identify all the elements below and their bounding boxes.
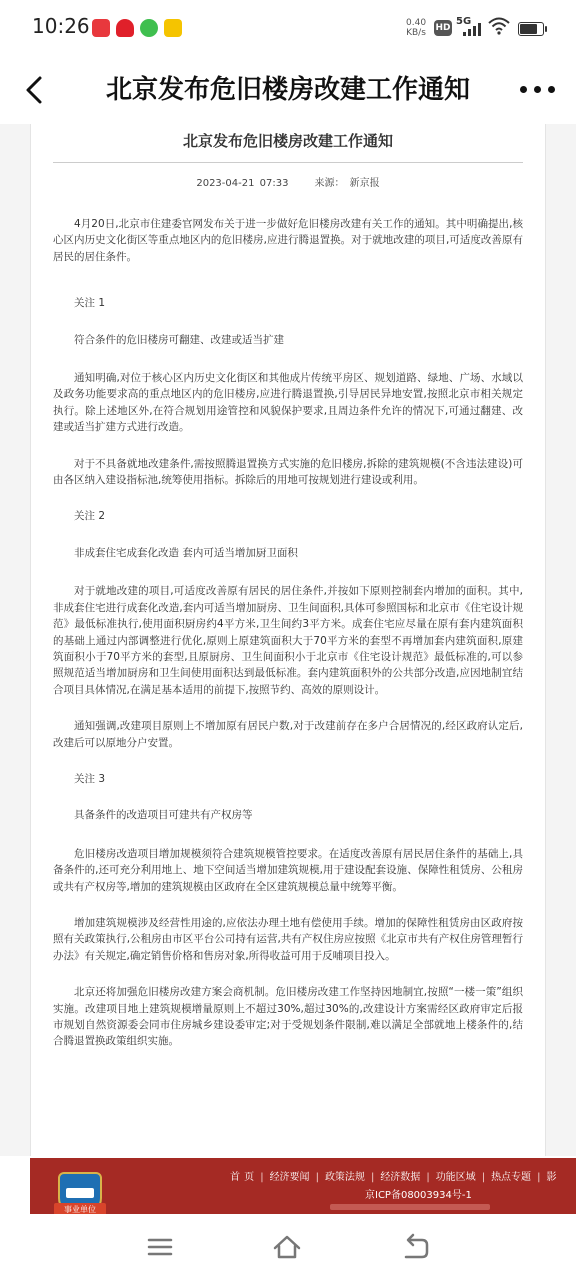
back-icon[interactable] bbox=[400, 1232, 430, 1262]
app-notification-icon-2 bbox=[116, 19, 134, 37]
article-page bbox=[0, 124, 576, 1156]
home-icon[interactable] bbox=[272, 1232, 302, 1262]
footer-link-functional-areas[interactable]: 功能区域 bbox=[435, 1172, 476, 1183]
app-notification-icon-1 bbox=[92, 19, 110, 37]
paragraph: 北京还将加强危旧楼房改建方案会商机制。危旧楼房改建工作坚持因地制宜,按照“一楼一策”组织实施。改建项目地上建筑规模增量原则上不超过30%,超过30%的,改建设计方案需经区政府审定后报市规划自然资源委会同市住房城乡建设委审定;对于受规划条件限制,难以满足全部就地上楼条件的,结合腾退置换政策组织实施。 bbox=[53, 986, 523, 1048]
paragraph: 通知明确,对位于核心区内历史文化街区和其他成片传统平房区、规划道路、绿地、广场、水域以及政务功能要求高的重点地区内的危旧楼房,应进行腾退置换,引导居民异地安置,按照北京市相关规定执行。除上述地区外,在符合规划用途管控和风貌保护要求,且周边条件允许的情况下,可通过翻建、改建或适当扩建方式进行改造。 bbox=[53, 372, 523, 434]
emblem-label: 事业单位 bbox=[54, 1203, 106, 1214]
5g-label: 5G bbox=[456, 16, 472, 27]
title-divider bbox=[53, 162, 523, 163]
public-institution-emblem-icon[interactable] bbox=[58, 1172, 102, 1214]
network-speed-unit: KB/s bbox=[406, 28, 426, 38]
section-subheading: 符合条件的危旧楼房可翻建、改建或适当扩建 bbox=[74, 333, 284, 346]
icp-license[interactable]: 京ICP备08003934号-1 bbox=[365, 1190, 472, 1201]
footer-nav: 首 页 | 经济要闻 | 政策法规 | 经济数据 | 功能区域 | 热点专题 | 影 bbox=[230, 1172, 557, 1183]
back-arrow-icon[interactable] bbox=[16, 70, 56, 110]
status-bar bbox=[0, 0, 576, 56]
footer-link-home[interactable]: 首 页 bbox=[230, 1172, 255, 1183]
article-meta bbox=[31, 174, 545, 189]
paragraph: 对于不具备就地改建条件,需按照腾退置换方式实施的危旧楼房,拆除的建筑规模(不含违法建设)可由各区纳入建设指标池,统筹使用指标。拆除后的用地可按规划进行建设或利用。 bbox=[53, 457, 523, 487]
paragraph: 危旧楼房改造项目增加规模须符合建筑规模管控要求。在适度改善原有居民居住条件的基础上,具备条件的,还可充分利用地上、地下空间适当增加建筑规模,用于建设配套设施、保障性租赁房、公租房或共有产权房等,增加的建筑规模由区政府在全区建筑规模总量中统筹平衡。 bbox=[53, 847, 523, 893]
battery-icon bbox=[518, 22, 544, 36]
paragraph: 对于就地改建的项目,可适度改善原有居民的居住条件,并按如下原则控制套内增加的面积。其中,非成套住宅进行成套化改造,套内可适当增加厨房、卫生间面积,具体可参照国标和北京市《住宅设计规范》最低标准执行,使用面积厨房约4平方米,卫生间约3平方米。成套住宅应尽量在原有套内建筑面积的基础上通过内部调整进行优化,原则上原建筑面积大于70平方米的套型不再增加套内建筑面积,原建筑面积小于70平方米的套型,且原厨房、卫生间面积小于北京市《住宅设计规范》最低标准的,可以参照规范适当增加厨房和卫生间使用面积达到最低标准。套内建筑面积外的公共部分改造,应因地制宜结合项目具体情况,在满足基本适用的前提下,按照节约、高效的原则设计。 bbox=[53, 585, 523, 696]
app-notification-icon-4 bbox=[164, 19, 182, 37]
app-notification-icon-3 bbox=[140, 19, 158, 37]
cell-signal-icon bbox=[461, 20, 483, 36]
app-header bbox=[0, 56, 576, 125]
footer-link-truncated[interactable]: 影 bbox=[546, 1172, 557, 1183]
footer-link-hot-topics[interactable]: 热点专题 bbox=[491, 1172, 532, 1183]
footer-link-economic-news[interactable]: 经济要闻 bbox=[269, 1172, 310, 1183]
clock: 10:26 bbox=[32, 14, 90, 38]
section-subheading: 非成套住宅成套化改造 套内可适当增加厨卫面积 bbox=[74, 546, 298, 559]
menu-icon[interactable] bbox=[145, 1232, 175, 1262]
footer-link-economic-data[interactable]: 经济数据 bbox=[380, 1172, 421, 1183]
more-options-icon[interactable] bbox=[518, 80, 558, 100]
system-navigation-bar bbox=[0, 1214, 576, 1280]
network-speed-value: 0.40 bbox=[406, 18, 427, 28]
site-footer bbox=[30, 1158, 576, 1214]
section-heading: 关注 3 bbox=[74, 772, 106, 785]
hd-icon: HD bbox=[434, 20, 452, 36]
paragraph: 增加建筑规模涉及经营性用途的,应依法办理土地有偿使用手续。增加的保障性租赁房由区政府按照有关政策执行,公租房由市区平台公司持有运营,共有产权住房应按照《北京市共有产权住房管理暂行办法》有关规定,确定销售价格和售房对象,所得收益可用于反哺项目投入。 bbox=[53, 916, 523, 962]
network-speed bbox=[406, 18, 426, 38]
section-heading: 关注 2 bbox=[74, 510, 106, 523]
section-subheading: 具备条件的改造项目可建共有产权房等 bbox=[74, 809, 253, 822]
section-heading: 关注 1 bbox=[74, 297, 106, 310]
page-title: 北京发布危旧楼房改建工作通知 bbox=[105, 75, 470, 105]
article-card bbox=[30, 124, 546, 1156]
article-body bbox=[53, 216, 523, 1050]
footer-link-policies[interactable]: 政策法规 bbox=[324, 1172, 365, 1183]
wifi-icon bbox=[488, 16, 510, 36]
article-source: 来源： 新京报 bbox=[314, 178, 380, 189]
article-title: 北京发布危旧楼房改建工作通知 bbox=[182, 132, 393, 150]
article-date: 2023-04-21 07:33 bbox=[196, 178, 289, 189]
footer-cutoff-text bbox=[330, 1204, 490, 1210]
paragraph: 4月20日,北京市住建委官网发布关于进一步做好危旧楼房改建有关工作的通知。其中明确提出,核心区内历史文化街区等重点地区内的危旧楼房,应进行腾退置换。对于就地改建的项目,可适度改善原有居民的居住条件。 bbox=[53, 218, 523, 263]
paragraph: 通知强调,改建项目原则上不增加原有居民户数,对于改建前存在多户合居情况的,经区政府认定后,改建后可以原地分户安置。 bbox=[53, 720, 523, 749]
